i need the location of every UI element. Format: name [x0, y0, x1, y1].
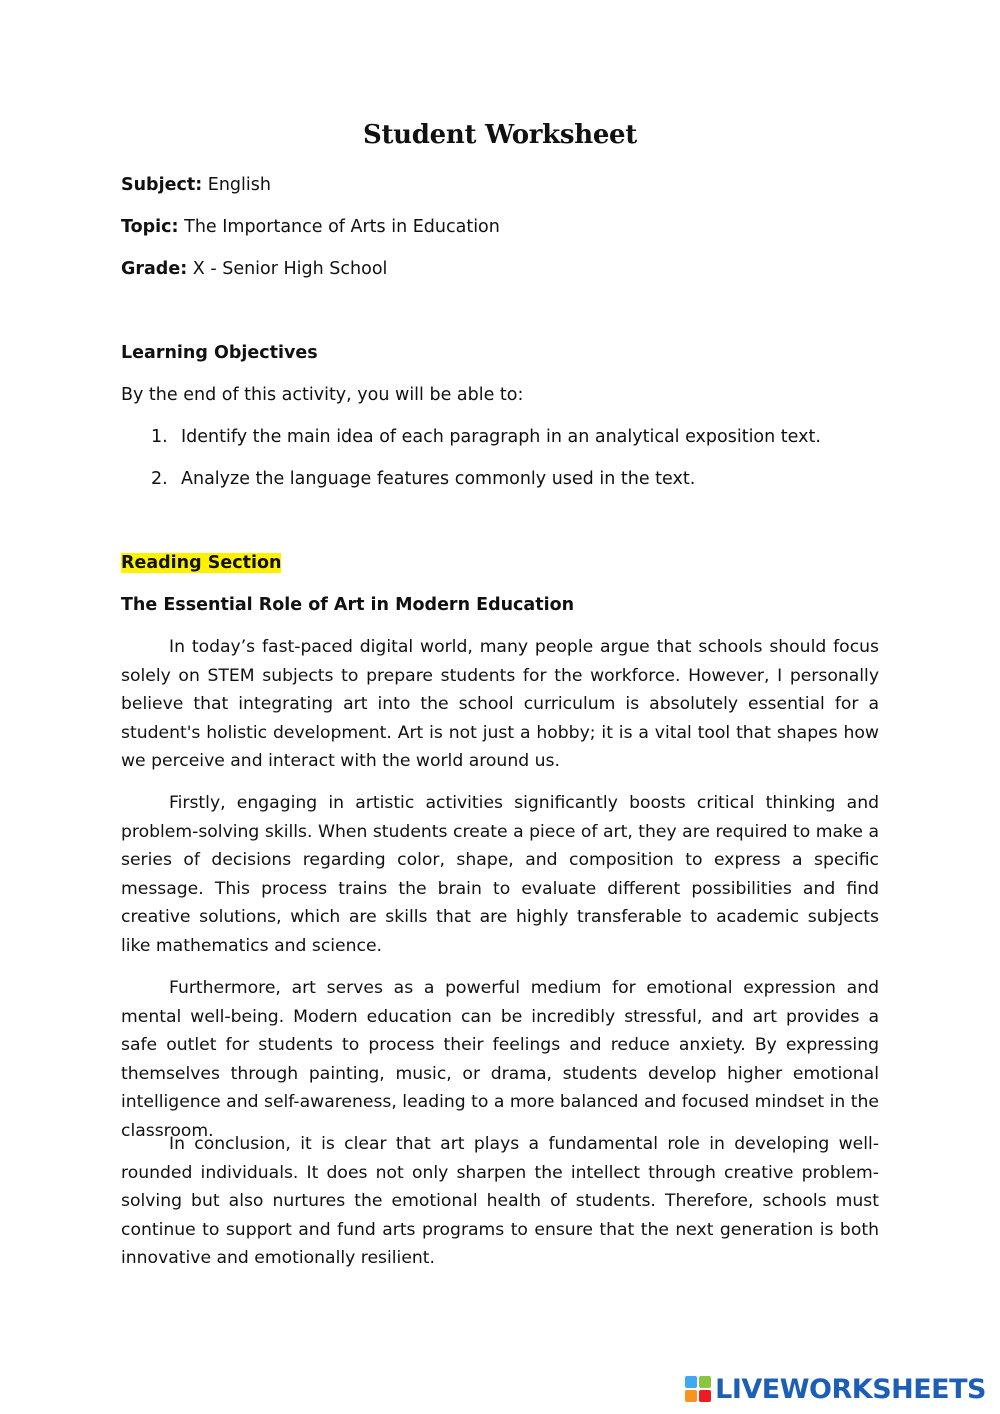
subject-value: English	[207, 175, 271, 195]
grade-line	[121, 259, 387, 279]
objective-text: Analyze the language features commonly used in the text.	[181, 469, 696, 489]
article-paragraph-1: In today’s fast-paced digital world, many people argue that schools should focus solely on STEM subjects to prepare students for the workforce. However, I personally believe that integrating art into the school curriculum is absolutely essential for a student's holistic development. Art is not just a hobby; it is a vital tool that shapes how we perceive and interact with the world around us.	[121, 637, 879, 771]
objective-number: 2.	[151, 469, 168, 489]
objective-number: 1.	[151, 427, 168, 447]
topic-label: Topic:	[121, 217, 179, 237]
liveworksheets-logo	[685, 1374, 986, 1404]
live-tiles-icon	[685, 1376, 711, 1402]
objective-item	[151, 427, 821, 447]
article-paragraph-3: Furthermore, art serves as a powerful medium for emotional expression and mental well-being. Modern education can be incredibly stressful, and art provides a safe outlet for students to process their feelings and reduce anxiety. By expressing themselves through painting, music, or drama, students develop higher emotional intelligence and self-awareness, leading to a more balanced and focused mindset in the classroom.	[121, 978, 879, 1141]
topic-value: The Importance of Arts in Education	[184, 217, 500, 237]
objectives-heading: Learning Objectives	[121, 343, 318, 363]
page-title: Student Worksheet	[362, 120, 638, 150]
objective-text: Identify the main idea of each paragraph in an analytical exposition text.	[181, 427, 821, 447]
objectives-intro: By the end of this activity, you will be able to:	[121, 385, 524, 405]
reading-section-highlight: Reading Section	[121, 553, 282, 573]
article-paragraph-2: Firstly, engaging in artistic activities significantly boosts critical thinking and problem-solving skills. When students create a piece of art, they are required to make a series of decisions regarding color, shape, and composition to express a specific message. This process trains the brain to evaluate different possibilities and find creative solutions, which are skills that are highly transferable to academic subjects like mathematics and science.	[121, 793, 879, 956]
subject-label: Subject:	[121, 175, 203, 195]
article-paragraph-4: In conclusion, it is clear that art plays a fundamental role in developing well-rounded individuals. It does not only sharpen the intellect through creative problem-solving but also nurtures the emotional health of students. Therefore, schools must continue to support and fund arts programs to ensure that the next generation is both innovative and emotionally resilient.	[121, 1134, 879, 1268]
article-title: The Essential Role of Art in Modern Education	[121, 595, 575, 615]
grade-value: X - Senior High School	[192, 259, 388, 279]
objective-item	[151, 469, 695, 489]
reading-section-label	[121, 553, 281, 573]
grade-label: Grade:	[121, 259, 188, 279]
brand-name: LIVEWORKSHEETS	[715, 1373, 986, 1405]
subject-line	[121, 175, 271, 195]
topic-line	[121, 217, 500, 237]
